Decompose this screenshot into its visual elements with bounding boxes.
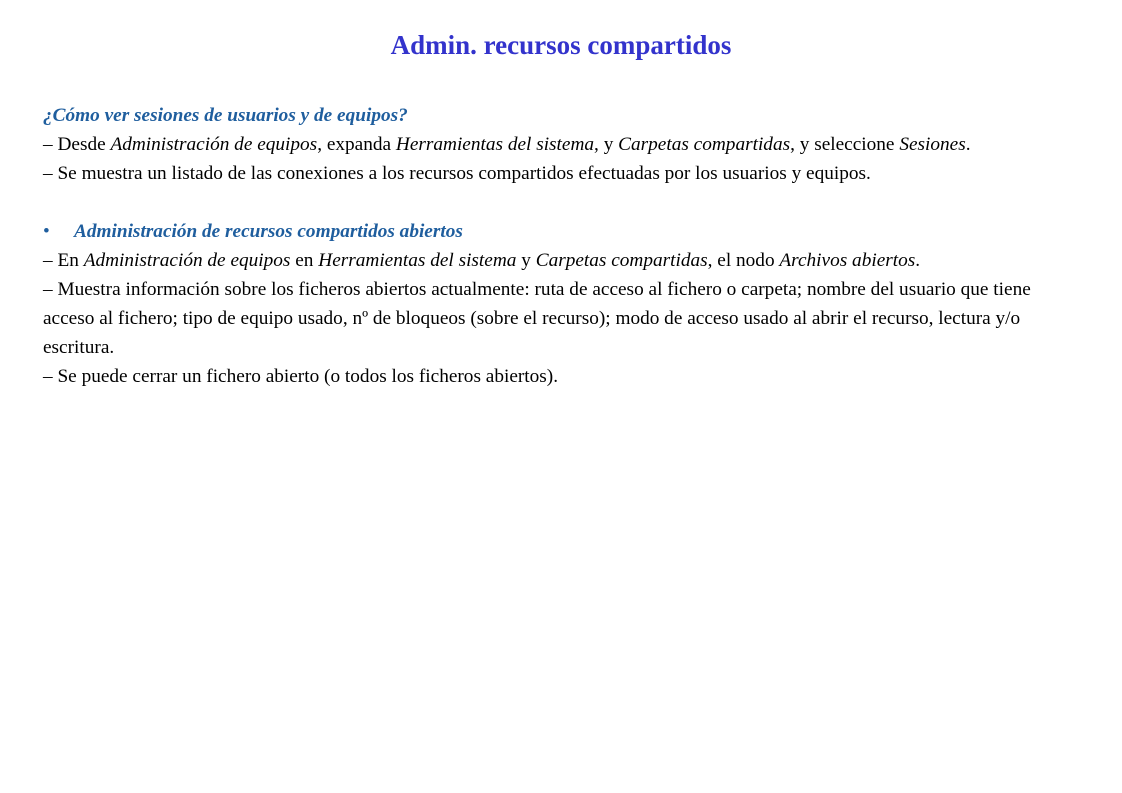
text-segment: – En bbox=[43, 250, 84, 271]
italic-term: Carpetas compartidas bbox=[618, 134, 791, 155]
spacer bbox=[43, 188, 1083, 217]
italic-term: Administración de equipos bbox=[83, 250, 291, 271]
text-segment: y bbox=[516, 250, 536, 271]
paragraph-archivos-info: – Muestra información sobre los ficheros abiertos actualmente: ruta de acceso al fichero o carpeta; nombre del usuario que tiene acceso al fichero; tipo de equipo usado, nº de bloqueos (sobre el recurso); modo de acceso usado al abrir el recurso, lectura y/o escritura. bbox=[43, 279, 1031, 358]
italic-term: Herramientas del sistema bbox=[395, 134, 595, 155]
italic-term: Administración de equipos bbox=[110, 134, 318, 155]
bullet-icon: • bbox=[43, 221, 50, 242]
text-segment: , y seleccione bbox=[790, 134, 900, 155]
paragraph-sesiones-path bbox=[43, 130, 1083, 159]
text-segment: – Desde bbox=[43, 134, 111, 155]
section-heading-text: Administración de recursos compartidos abiertos bbox=[74, 221, 463, 242]
paragraph-sesiones-listado: – Se muestra un listado de las conexiones a los recursos compartidos efectuadas por los usuarios y equipos. bbox=[43, 163, 871, 184]
text-segment: , y bbox=[594, 134, 619, 155]
text-segment: . bbox=[965, 134, 971, 155]
section-heading-sesiones: ¿Cómo ver sesiones de usuarios y de equipos? bbox=[43, 105, 408, 126]
text-segment: , expanda bbox=[317, 134, 396, 155]
slide-title: Admin. recursos compartidos bbox=[390, 30, 732, 60]
paragraph-archivos-cerrar: – Se puede cerrar un fichero abierto (o todos los ficheros abiertos). bbox=[43, 366, 559, 387]
italic-term: Archivos abiertos bbox=[779, 250, 916, 271]
italic-term: Herramientas del sistema bbox=[318, 250, 517, 271]
text-segment: , el nodo bbox=[707, 250, 780, 271]
paragraph-archivos-path bbox=[43, 246, 1083, 275]
section-heading-archivos-abiertos bbox=[43, 217, 1083, 246]
italic-term: Sesiones bbox=[899, 134, 966, 155]
text-segment: en bbox=[290, 250, 319, 271]
italic-term: Carpetas compartidas bbox=[535, 250, 708, 271]
slide-content bbox=[43, 101, 1083, 391]
text-segment: . bbox=[915, 250, 921, 271]
